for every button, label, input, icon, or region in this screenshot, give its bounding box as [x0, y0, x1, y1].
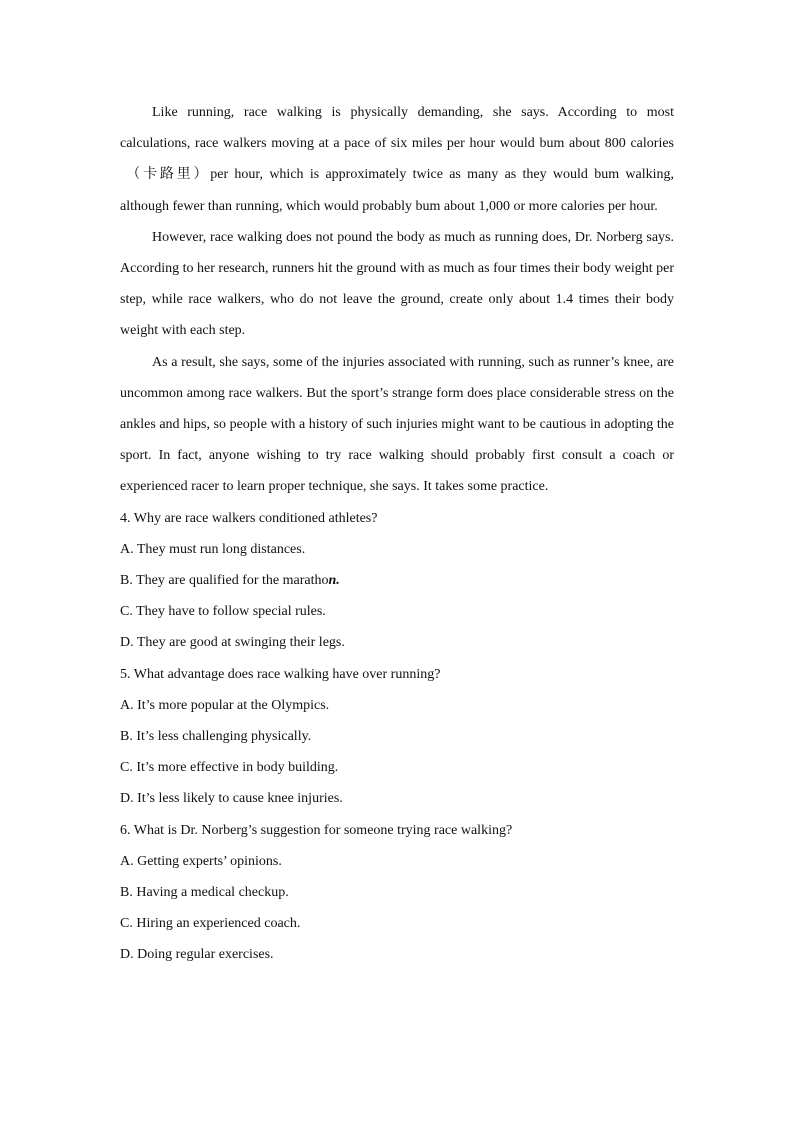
question-4-option-c: C. They have to follow special rules. [120, 604, 326, 620]
passage-paragraph-3: As a result, she says, some of the injuries associated with running, such as runner’s knee, are uncommon among race walkers. But the sport’s strange form does place considerable stress on the ankles and hips, so people with a history of such injuries might want to be cautious in adopting the sport. In fact, anyone wishing to try race walking should probably first consult a coach or experienced racer to learn proper technique, she says. It takes some practice. [120, 354, 674, 495]
question-4-option-a: A. They must run long distances. [120, 541, 306, 557]
question-4-option-b-text: B. They are qualified for the maratho [120, 573, 329, 589]
question-4-stem: 4. Why are race walkers conditioned athletes? [120, 510, 378, 526]
question-6-option-a: A. Getting experts’ opinions. [120, 853, 282, 869]
question-4 [120, 503, 674, 659]
passage-paragraph-2: However, race walking does not pound the body as much as running does, Dr. Norberg says. According to her research, runners hit the ground with as much as four times their body weight per step, while race walkers, who do not leave the ground, create only about 1.4 times their body weight with each step. [120, 229, 674, 339]
question-6-stem: 6. What is Dr. Norberg’s suggestion for someone trying race walking? [120, 822, 513, 838]
question-6-option-b: B. Having a medical checkup. [120, 885, 289, 901]
question-6-option-c: C. Hiring an experienced coach. [120, 916, 301, 932]
question-6-option-d: D. Doing regular exercises. [120, 947, 274, 963]
document-page [120, 97, 674, 971]
question-4-option-b-tail: n. [328, 573, 340, 589]
question-5-option-d: D. It’s less likely to cause knee injuries. [120, 791, 343, 807]
question-5 [120, 659, 674, 815]
passage-paragraph-1: Like running, race walking is physically demanding, she says. According to most calculations, race walkers moving at a pace of six miles per hour would bum about 800 calories （卡路里）per hour, which is approximately twice as many as they would bum walking, although fewer than running, which would probably bum about 1,000 or more calories per hour. [120, 105, 674, 214]
question-6 [120, 815, 674, 971]
question-5-option-a: A. It’s more popular at the Olympics. [120, 697, 330, 713]
question-5-stem: 5. What advantage does race walking have over running? [120, 666, 441, 682]
question-4-option-d: D. They are good at swinging their legs. [120, 635, 345, 651]
question-5-option-c: C. It’s more effective in body building. [120, 760, 339, 776]
question-4-option-b [120, 565, 674, 596]
question-5-option-b: B. It’s less challenging physically. [120, 729, 312, 745]
